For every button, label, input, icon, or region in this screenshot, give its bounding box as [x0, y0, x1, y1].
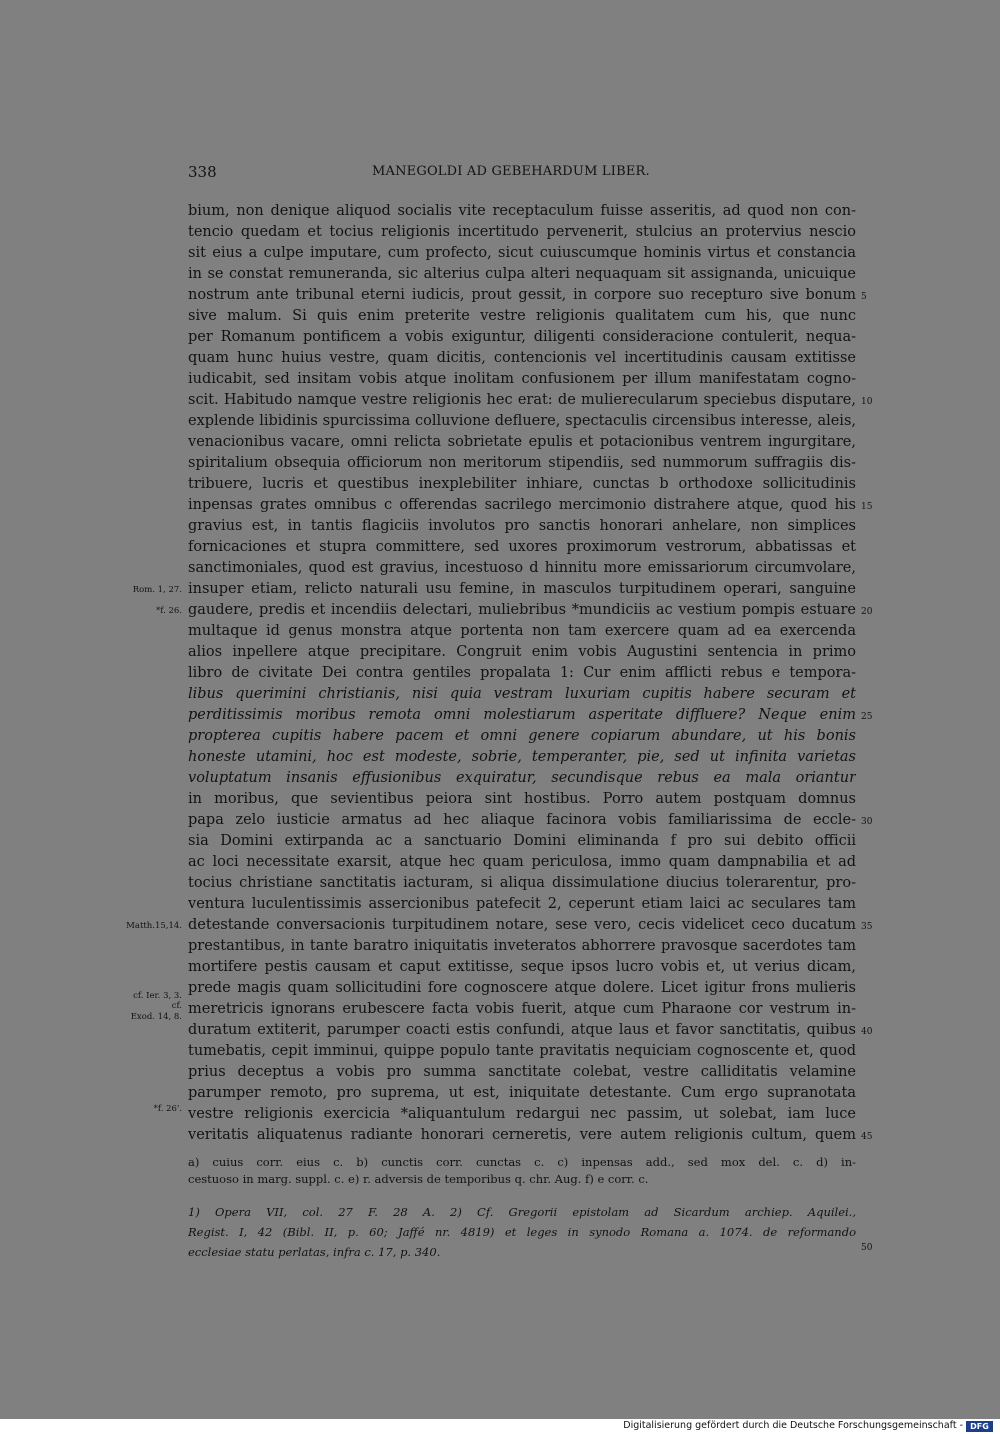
margin-note: Matth.15,14.	[126, 921, 182, 931]
text-line: honeste utamini, hoc est modeste, sobrie, temperanter, pie, sed ut infinita varietas	[188, 749, 856, 765]
apparatus-line: cestuoso in marg. suppl. c. e) r. adversis de temporibus q. chr. Aug. f) e corr. c.	[188, 1172, 649, 1186]
text-line: scit. Habitudo namque vestre religionis hec erat: de mulierecularum speciebus disputare,	[188, 392, 856, 408]
text-line: voluptatum insanis effusionibus exquiratur, secundisque rebus ea mala oriantur	[188, 770, 856, 786]
text-line: veritatis aliquatenus radiante honorari cerneretis, vere autem religionis cultum, quem	[188, 1127, 856, 1143]
text-line: tencio quedam et tocius religionis incertitudo pervenerit, stulcius an protervius nescio	[188, 224, 856, 240]
text-line: prestantibus, in tante baratro iniquitatis inveteratos abhorrere pravosque sacerdotes tam	[188, 938, 856, 954]
text-line: tocius christiane sanctitatis iacturam, si aliqua dissimulatione diucius tolerarentur, pro-	[188, 875, 856, 891]
footnote-line: ecclesiae statu perlatas, infra c. 17, p. 340.	[188, 1245, 441, 1259]
line-number: 35	[861, 922, 873, 932]
text-line: bium, non denique aliquod socialis vite receptaculum fuisse asseritis, ad quod non con-	[188, 203, 856, 219]
text-line: libus querimini christianis, nisi quia vestram luxuriam cupitis habere securam et	[188, 686, 856, 702]
text-line: prius deceptus a vobis pro summa sanctitate colebat, vestre calliditatis velamine	[188, 1064, 856, 1080]
text-line: per Romanum pontificem a vobis exiguntur, diligenti consideracione contulerit, nequa-	[188, 329, 856, 345]
margin-note: *f. 26'.	[153, 1104, 182, 1114]
text-line: detestande conversacionis turpitudinem notare, sese vero, cecis videlicet ceco ducatum	[188, 917, 856, 933]
margin-note: Exod. 14, 8.	[130, 1012, 182, 1022]
footnote-line: Regist. I, 42 (Bibl. II, p. 60; Jaffé nr. 4819) et leges in synodo Romana a. 1074. de reformando	[188, 1225, 856, 1239]
line-number: 50	[861, 1243, 873, 1253]
text-line: sit eius a culpe imputare, cum profecto, sicut cuiuscumque hominis virtus et constancia	[188, 245, 856, 261]
text-line: ac loci necessitate exarsit, atque hec quam periculosa, immo quam dampnabilia et ad	[188, 854, 856, 870]
text-line: in moribus, que sevientibus peiora sint hostibus. Porro autem postquam domnus	[188, 791, 856, 807]
text-line: mortifere pestis causam et caput extitisse, seque ipsos lucro vobis et, ut verius dicam,	[188, 959, 856, 975]
line-number: 5	[861, 292, 867, 302]
line-number: 30	[861, 817, 873, 827]
dfg-logo-icon: DFG	[966, 1421, 993, 1432]
funding-credit: Digitalisierung gefördert durch die Deutsche Forschungsgemeinschaft -	[623, 1420, 963, 1431]
text-line: parumper remoto, pro suprema, ut est, iniquitate detestante. Cum ergo supranotata	[188, 1085, 856, 1101]
line-number: 15	[861, 502, 873, 512]
text-line: multaque id genus monstra atque portenta non tam exercere quam ad ea exercenda	[188, 623, 856, 639]
text-line: propterea cupitis habere pacem et omni genere copiarum abundare, ut his bonis	[188, 728, 856, 744]
text-line: inpensas grates omnibus c offerendas sacrilego mercimonio distrahere atque, quod his	[188, 497, 856, 513]
text-line: tribuere, lucris et questibus inexplebiliter inhiare, cunctas b orthodoxe sollicitudinis	[188, 476, 856, 492]
line-number: 45	[861, 1132, 873, 1142]
text-line: libro de civitate Dei contra gentiles propalata 1: Cur enim afflicti rebus e tempora-	[188, 665, 856, 681]
margin-note: Rom. 1, 27.	[132, 585, 182, 595]
digitization-footer	[0, 1419, 1000, 1434]
text-line: alios inpellere atque precipitare. Congruit enim vobis Augustini sentencia in primo	[188, 644, 856, 660]
text-line: duratum extiterit, parumper coacti estis confundi, atque laus et favor sanctitatis, quibus	[188, 1022, 856, 1038]
running-title: MANEGOLDI AD GEBEHARDUM LIBER.	[372, 164, 650, 179]
text-line: papa zelo iusticie armatus ad hec aliaque facinora vobis familiarissima de eccle-	[188, 812, 856, 828]
text-line: sia Domini extirpanda ac a sanctuario Domini eliminanda f pro sui debito officii	[188, 833, 856, 849]
margin-note: cf.	[171, 1001, 182, 1011]
text-line: quam hunc huius vestre, quam dicitis, contencionis vel incertitudinis causam extitisse	[188, 350, 856, 366]
text-line: sive malum. Si quis enim preterite vestre religionis qualitatem cum his, que nunc	[188, 308, 856, 324]
text-line: spiritalium obsequia officiorum non meritorum stipendiis, sed nummorum suffragiis dis-	[188, 455, 856, 471]
line-number: 20	[861, 607, 873, 617]
page-number: 338	[188, 163, 217, 181]
text-line: tumebatis, cepit imminui, quippe populo tante pravitatis nequiciam cognoscente et, quod	[188, 1043, 856, 1059]
apparatus-line: a) cuius corr. eius c. b) cunctis corr. cunctas c. c) inpensas add., sed mox del. c. d) in-	[188, 1155, 856, 1169]
text-line: ventura luculentissimis assercionibus patefecit 2, ceperunt etiam laici ac seculares tam	[188, 896, 856, 912]
text-line: gaudere, predis et incendiis delectari, muliebribus *mundiciis ac vestium pompis estuare	[188, 602, 856, 618]
text-line: vestre religionis exercicia *aliquantulum redargui nec passim, ut solebat, iam luce	[188, 1106, 856, 1122]
text-line: meretricis ignorans erubescere facta vobis fuerit, atque cum Pharaone cor vestrum in-	[188, 1001, 856, 1017]
text-line: iudicabit, sed insitam vobis atque inolitam confusionem per illum manifestatam cogno-	[188, 371, 856, 387]
margin-note: cf. Ier. 3, 3.	[133, 991, 182, 1001]
page-header	[0, 163, 1000, 183]
text-line: prede magis quam sollicitudini fore cognoscere atque dolere. Licet igitur frons mulieris	[188, 980, 856, 996]
line-number: 25	[861, 712, 873, 722]
line-number: 40	[861, 1027, 873, 1037]
text-line: fornicaciones et stupra committere, sed uxores proximorum vestrorum, abbatissas et	[188, 539, 856, 555]
text-line: explende libidinis spurcissima colluvione defluere, spectaculis circensibus interesse, aleis,	[188, 413, 856, 429]
text-line: in se constat remuneranda, sic alterius culpa alteri nequaquam sit assignanda, unicuique	[188, 266, 856, 282]
footnote-line: 1) Opera VII, col. 27 F. 28 A. 2) Cf. Gregorii epistolam ad Sicardum archiep. Aquilei.,	[188, 1205, 856, 1219]
margin-note: *f. 26.	[155, 606, 182, 616]
line-number: 10	[861, 397, 873, 407]
text-line: gravius est, in tantis flagiciis involutos pro sanctis honorari anhelare, non simplices	[188, 518, 856, 534]
text-line: nostrum ante tribunal eterni iudicis, prout gessit, in corpore suo recepturo sive bonum	[188, 287, 856, 303]
text-line: perditissimis moribus remota omni molestiarum asperitate diffluere? Neque enim	[188, 707, 856, 723]
text-line: insuper etiam, relicto naturali usu femine, in masculos turpitudinem operari, sanguine	[188, 581, 856, 597]
text-line: sanctimoniales, quod est gravius, incestuoso d hinnitu more emissariorum circumvolare,	[188, 560, 856, 576]
text-line: venacionibus vacare, omni relicta sobrietate epulis et potacionibus ventrem ingurgitare,	[188, 434, 856, 450]
